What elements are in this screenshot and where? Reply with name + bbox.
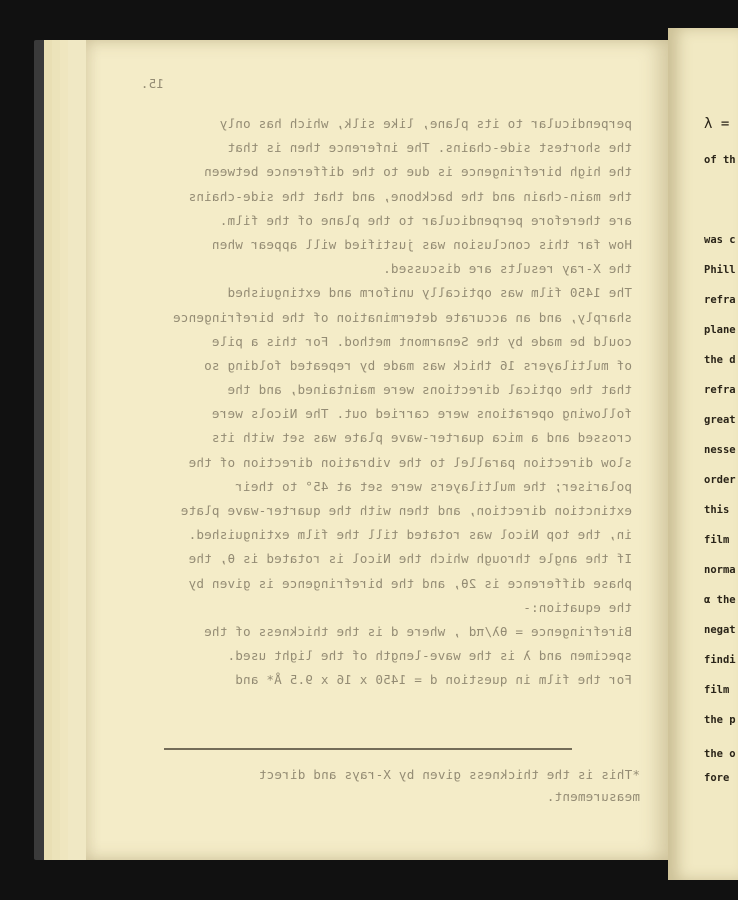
text-line: perpendicular to its plane, like silk, which has only — [219, 116, 632, 131]
text-line: order — [704, 474, 736, 486]
text-line: the o — [704, 748, 736, 760]
main-page — [86, 40, 668, 860]
text-line: sharply, and an accurate determination of the birefringence — [172, 309, 632, 325]
text-line: the equation:- — [523, 599, 632, 615]
facing-page — [668, 28, 738, 880]
text-line: findi — [704, 654, 736, 666]
text-line: the high birefringence is due to the difference between — [203, 164, 632, 180]
text-line: Birefringence = θλ/πd , where d is the thickness of the — [203, 623, 632, 639]
text-line: The 1450 film was optically uniform and extinguished — [227, 285, 632, 301]
text-line: λ = — [704, 116, 730, 132]
text-line: Phill — [704, 264, 736, 276]
text-line: α the — [704, 594, 736, 606]
text-line: measurement. — [546, 789, 640, 804]
text-line: of th — [704, 154, 736, 166]
text-line: following operations were carried out. The Nicols were — [211, 406, 632, 422]
text-line: plane — [704, 324, 736, 336]
text-line: refra — [704, 294, 736, 306]
text-line: was c — [704, 234, 736, 246]
text-line: nesse — [704, 444, 736, 456]
text-line: How far this conclusion was justified will appear when — [211, 236, 632, 252]
text-line: *This is the thickness given by X-rays and direct — [258, 767, 640, 782]
text-line: norma — [704, 564, 736, 576]
text-line: in, the top Nicol was rotated till the film extinguished. — [188, 527, 632, 543]
text-line: could be made by the Senarmont method. For this a pile — [211, 333, 632, 349]
text-line: the shortest side-chains. The inference then is that — [227, 140, 632, 156]
text-line: slow direction parallel to the vibration direction of the — [188, 454, 632, 470]
page-number: 15. — [140, 76, 164, 91]
text-line: refra — [704, 384, 736, 396]
text-line: crossed and a mica quarter-wave plate was set with its — [211, 430, 632, 446]
text-line: great — [704, 414, 736, 426]
text-line: specimen and λ is the wave-length of the light used. — [227, 648, 632, 664]
text-line: extinction direction, and then with the quarter-wave plate — [180, 503, 632, 518]
text-line: negat — [704, 624, 736, 636]
text-line: If the angle through which the Nicol is rotated is θ, the — [188, 551, 632, 567]
mirrored-show-through-text — [86, 40, 668, 860]
text-line: film — [704, 684, 730, 696]
text-line: this — [704, 504, 730, 516]
footnote — [160, 764, 640, 808]
text-line: the main-chain and the backbone, and that the side-chains — [188, 188, 632, 204]
text-line: phase difference is 2θ, and the birefringence is given by — [188, 575, 632, 591]
text-line: are therefore perpendicular to the plane of the film. — [219, 212, 632, 228]
text-line: that the optical directions were maintained, and the — [227, 382, 632, 398]
text-line: the d — [704, 354, 736, 366]
text-line: fore — [704, 772, 730, 784]
text-line: the p — [704, 714, 736, 726]
typed-paragraphs — [152, 112, 632, 693]
text-line: film — [704, 534, 730, 546]
text-line: For the film in question d = 1450 x 16 x 9.5 Å* and — [235, 672, 632, 688]
text-line: polariser; the multilayers were set at 45° to their — [235, 478, 632, 494]
text-line: of multilayers 16 thick was made by repeated folding so — [203, 357, 632, 373]
text-line: the X-ray results are discussed. — [382, 261, 632, 277]
footnote-rule — [164, 748, 572, 750]
